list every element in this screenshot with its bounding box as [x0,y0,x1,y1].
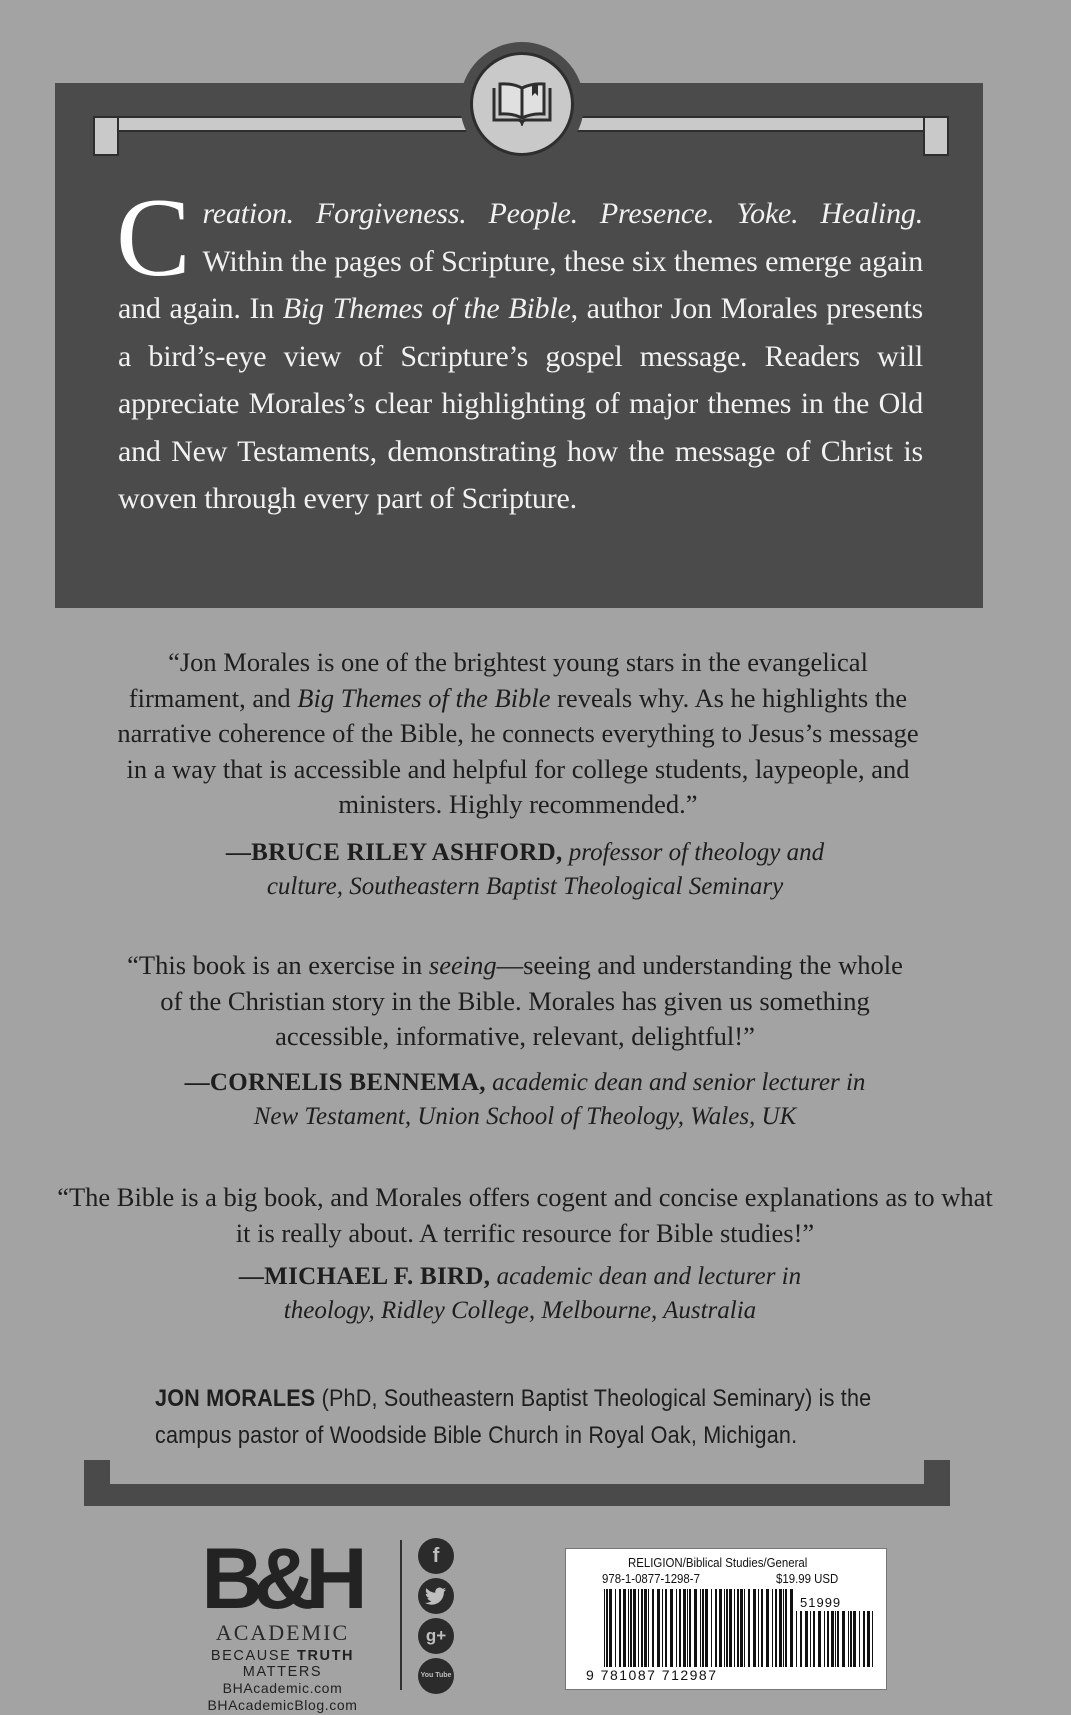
barcode-bar [827,1611,829,1667]
barcode-bar [724,1589,725,1667]
barcode-bar [748,1589,750,1667]
book-title: Big Themes of the Bible [282,292,571,325]
barcode-bar [676,1589,677,1667]
barcode-bar [679,1589,681,1667]
barcode-bar [711,1589,712,1667]
barcode-bar [872,1611,873,1667]
barcode-bar [837,1611,839,1667]
barcode-bar [863,1611,865,1667]
barcode-bar [662,1589,663,1667]
barcode-number: 9 781087 712987 [586,1667,718,1683]
barcode-bar [867,1611,870,1667]
barcode-bar [604,1589,605,1667]
barcode-bar [694,1589,697,1667]
isbn-text: 978-1-0877-1298-7 [602,1571,700,1586]
category-text: RELIGION/Biblical Studies/General [628,1555,808,1570]
barcode-bar [740,1589,743,1667]
barcode-bar [665,1589,667,1667]
barcode-bar [744,1589,745,1667]
endorsement-quote: “This book is an exercise in seeing—seeing and understanding the whole of the Christian story in the Bible. Morales has given us something accessible, informative, relevant, delightful!” [127,950,903,1051]
endorsement-attribution: —CORNELIS BENNEMA, academic dean and senior lecturer in New Testament, Union School of Theology, Wales, UK [184,1069,866,1130]
barcode-bars [604,1589,794,1667]
barcode-bar [758,1589,759,1667]
barcode-bar [772,1589,773,1667]
barcode-bar [687,1589,688,1667]
barcode-bar [615,1589,616,1667]
publisher-blog-url[interactable]: BHAcademicBlog.com [207,1697,358,1713]
barcode-addon-bars [796,1611,876,1667]
barcode-bar [737,1589,739,1667]
barcode-bar [623,1589,626,1667]
barcode-bar [641,1589,643,1667]
barcode-bar [818,1611,821,1667]
drop-cap: C [116,176,191,300]
barcode-bar [652,1589,654,1667]
publisher-logo [175,1531,390,1714]
barcode-bar [813,1611,815,1667]
barcode-bar [775,1589,777,1667]
barcode-bar [835,1611,836,1667]
barcode-bar [734,1589,735,1667]
barcode-bar [766,1589,769,1667]
barcode-bar [630,1589,632,1667]
barcode-bar [670,1589,673,1667]
barcode-bar [689,1589,691,1667]
barcode-bar [805,1611,808,1667]
price-code: 51999 [800,1595,842,1610]
publisher-url[interactable]: BHAcademic.com [222,1680,343,1696]
barcode-bar [700,1589,701,1667]
barcode-bar [619,1589,621,1667]
barcode-bar [609,1589,612,1667]
barcode-bar [761,1589,763,1667]
barcode-bar [800,1611,802,1667]
barcode-bar [850,1611,852,1667]
endorsement-quote: “Jon Morales is one of the brightest young stars in the evangelical firmament, and Big Themes of the Bible reveals why. As he highlights the narrative coherence of the Bible, he connects everything to Jesus’s message in a way that is accessible and helpful for college students, laypeople, and ministers. Highly recommended.” [117,647,919,819]
divider [400,1540,402,1690]
barcode-bar [810,1611,811,1667]
barcode-bar [715,1589,717,1667]
barcode-bar [702,1589,704,1667]
twitter-icon[interactable] [418,1578,454,1614]
book-badge [460,42,584,166]
bottom-rule [84,1460,950,1506]
barcode-bar [628,1589,629,1667]
barcode-bar [824,1611,825,1667]
barcode-bar [657,1589,660,1667]
facebook-icon[interactable]: f [418,1538,454,1574]
barcode-bar [790,1589,793,1667]
bh-logo-mark: B&H [201,1531,358,1627]
price-text: $19.99 USD [776,1571,839,1586]
barcode-bar [853,1611,856,1667]
endorsement-attribution: —MICHAEL F. BIRD, academic dean and lecturer in theology, Ridley College, Melbourne, Australia [238,1263,802,1324]
barcode-bar [719,1589,722,1667]
barcode-label [565,1548,887,1690]
google-plus-icon[interactable]: g+ [418,1618,454,1654]
barcode-bar [633,1589,636,1667]
barcode-bar [729,1589,732,1667]
barcode-bar [848,1611,849,1667]
barcode-bar [779,1589,782,1667]
social-icons [418,1538,458,1698]
barcode-bar [831,1611,834,1667]
book-description: Creation. Forgiveness. People. Presence. Yoke. Healing. Within the pages of Scripture, these six themes emerge again and again. In Big Themes of the Bible, author Jon Morales presents a bird’s-eye view of Scripture’s gospel message. Readers will appreciate Morales’s clear highlighting of major themes in the Old and New Testaments, demonstrating how the message of Christ is woven through every part of Scripture. [116,176,923,515]
barcode-bar [859,1611,860,1667]
barcode-bar [683,1589,686,1667]
barcode-bar [842,1611,845,1667]
youtube-icon[interactable]: You Tube [418,1658,454,1694]
barcode-bar [796,1611,797,1667]
barcode-bar [705,1589,708,1667]
themes-list: reation. Forgiveness. People. Presence. Yoke. Healing. [202,197,923,230]
barcode-bar [638,1589,639,1667]
author-bio: JON MORALES (PhD, Southeastern Baptist Theological Seminary) is the campus pastor of Woodside Bible Church in Royal Oak, Michigan. [155,1385,872,1449]
open-book-icon [490,82,554,126]
barcode-bar [783,1589,784,1667]
barcode-bar [648,1589,649,1667]
author-name: JON MORALES [155,1385,316,1412]
barcode-bar [726,1589,728,1667]
endorsement-attribution: —BRUCE RILEY ASHFORD, professor of theology and culture, Southeastern Baptist Theological Seminary [225,839,825,900]
barcode-bar [606,1589,608,1667]
publisher-tagline: BECAUSE TRUTH MATTERS [210,1648,355,1680]
barcode-bar [644,1589,647,1667]
barcode-bar [753,1589,756,1667]
endorsement-quote: “The Bible is a big book, and Morales offers cogent and concise explanations as to what it is really about. A terrific resource for Bible studies!” [57,1182,993,1248]
barcode-bar [785,1589,787,1667]
imprint-name: ACADEMIC [215,1620,350,1645]
